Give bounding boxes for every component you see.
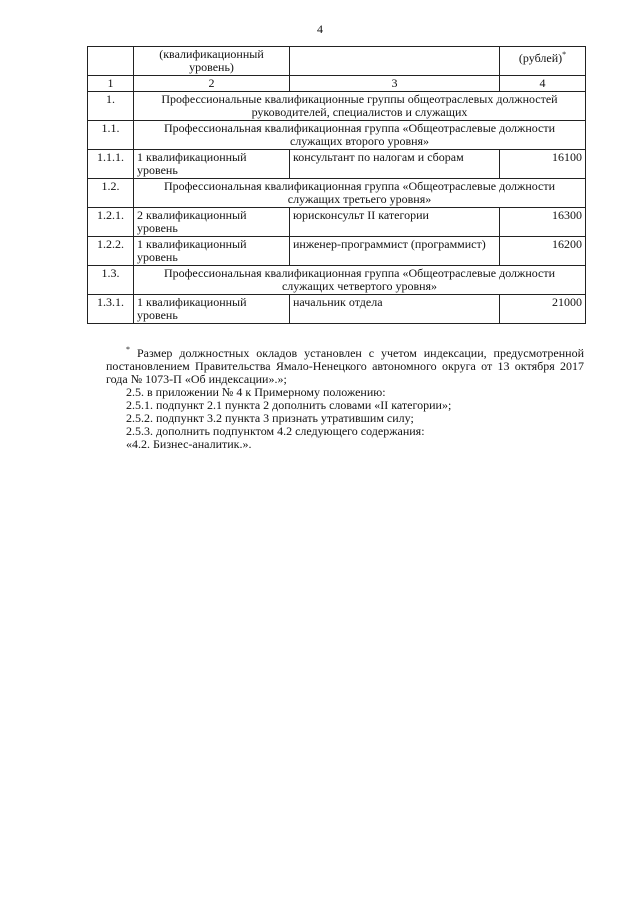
text-block xyxy=(106,343,584,451)
amendment-paragraph: 2.5.2. подпункт 3.2 пункта 3 признать утратившим силу; xyxy=(126,411,414,425)
row-number: 1.2.2. xyxy=(88,237,134,266)
row-number: 1.3. xyxy=(88,266,134,295)
group-title: Профессиональная квалификационная группа «Общеотраслевые должности служащих четвертого уровня» xyxy=(134,266,586,295)
qualification-level: 1 квалификационный уровень xyxy=(134,237,290,266)
salary-value: 21000 xyxy=(500,295,586,324)
table-header-row xyxy=(88,47,586,76)
table-numbering-row xyxy=(88,76,586,92)
qualification-level: 1 квалификационный уровень xyxy=(134,150,290,179)
row-number: 1.1. xyxy=(88,121,134,150)
table-group-row xyxy=(88,92,586,121)
qualification-level: 1 квалификационный уровень xyxy=(134,295,290,324)
footnote xyxy=(106,343,584,386)
table-group-row xyxy=(88,121,586,150)
salary-value: 16200 xyxy=(500,237,586,266)
header-cell-salary xyxy=(500,47,586,76)
table-row xyxy=(88,208,586,237)
amendment-paragraph: 2.5.3. дополнить подпунктом 4.2 следующего содержания: xyxy=(126,424,425,438)
row-number: 1.1.1. xyxy=(88,150,134,179)
table-group-row xyxy=(88,179,586,208)
amendment-paragraph: «4.2. Бизнес-аналитик.». xyxy=(126,437,252,451)
amendment-paragraph: 2.5.1. подпункт 2.1 пункта 2 дополнить словами «II категории»; xyxy=(126,398,452,412)
footnote-mark: * xyxy=(562,50,567,59)
salary-table xyxy=(87,46,586,324)
numbering-cell: 3 xyxy=(290,76,500,92)
row-number: 1.2. xyxy=(88,179,134,208)
table-group-row xyxy=(88,266,586,295)
table-row xyxy=(88,150,586,179)
position-name: начальник отдела xyxy=(290,295,500,324)
numbering-cell: 2 xyxy=(134,76,290,92)
header-cell-position xyxy=(290,47,500,76)
numbering-cell: 1 xyxy=(88,76,134,92)
group-title: Профессиональная квалификационная группа «Общеотраслевые должности служащих третьего уровня» xyxy=(134,179,586,208)
header-salary-text: (рублей) xyxy=(518,51,563,65)
header-cell-level: (квалификационный уровень) xyxy=(134,47,290,76)
table-row xyxy=(88,295,586,324)
row-number: 1.2.1. xyxy=(88,208,134,237)
page-number: 4 xyxy=(317,22,323,36)
salary-value: 16300 xyxy=(500,208,586,237)
footnote-text: Размер должностных окладов установлен с учетом индексации, предусмотренной постановлением Правительства Ямало-Ненецкого автономного округа от 13 октября 2017 года № 1073-П «Об индексации».»; xyxy=(106,346,584,386)
position-name: инженер-программист (программист) xyxy=(290,237,500,266)
position-name: консультант по налогам и сборам xyxy=(290,150,500,179)
qualification-level: 2 квалификационный уровень xyxy=(134,208,290,237)
group-title: Профессиональная квалификационная группа «Общеотраслевые должности служащих второго уровня» xyxy=(134,121,586,150)
amendment-paragraphs xyxy=(106,386,584,451)
row-number: 1.3.1. xyxy=(88,295,134,324)
header-cell-number xyxy=(88,47,134,76)
table-row xyxy=(88,237,586,266)
row-number: 1. xyxy=(88,92,134,121)
position-name: юрисконсульт II категории xyxy=(290,208,500,237)
group-title: Профессиональные квалификационные группы общеотраслевых должностей руководителей, специалистов и служащих xyxy=(134,92,586,121)
amendment-paragraph: 2.5. в приложении № 4 к Примерному положению: xyxy=(126,385,386,399)
salary-value: 16100 xyxy=(500,150,586,179)
numbering-cell: 4 xyxy=(500,76,586,92)
footnote-mark: * xyxy=(126,345,130,354)
